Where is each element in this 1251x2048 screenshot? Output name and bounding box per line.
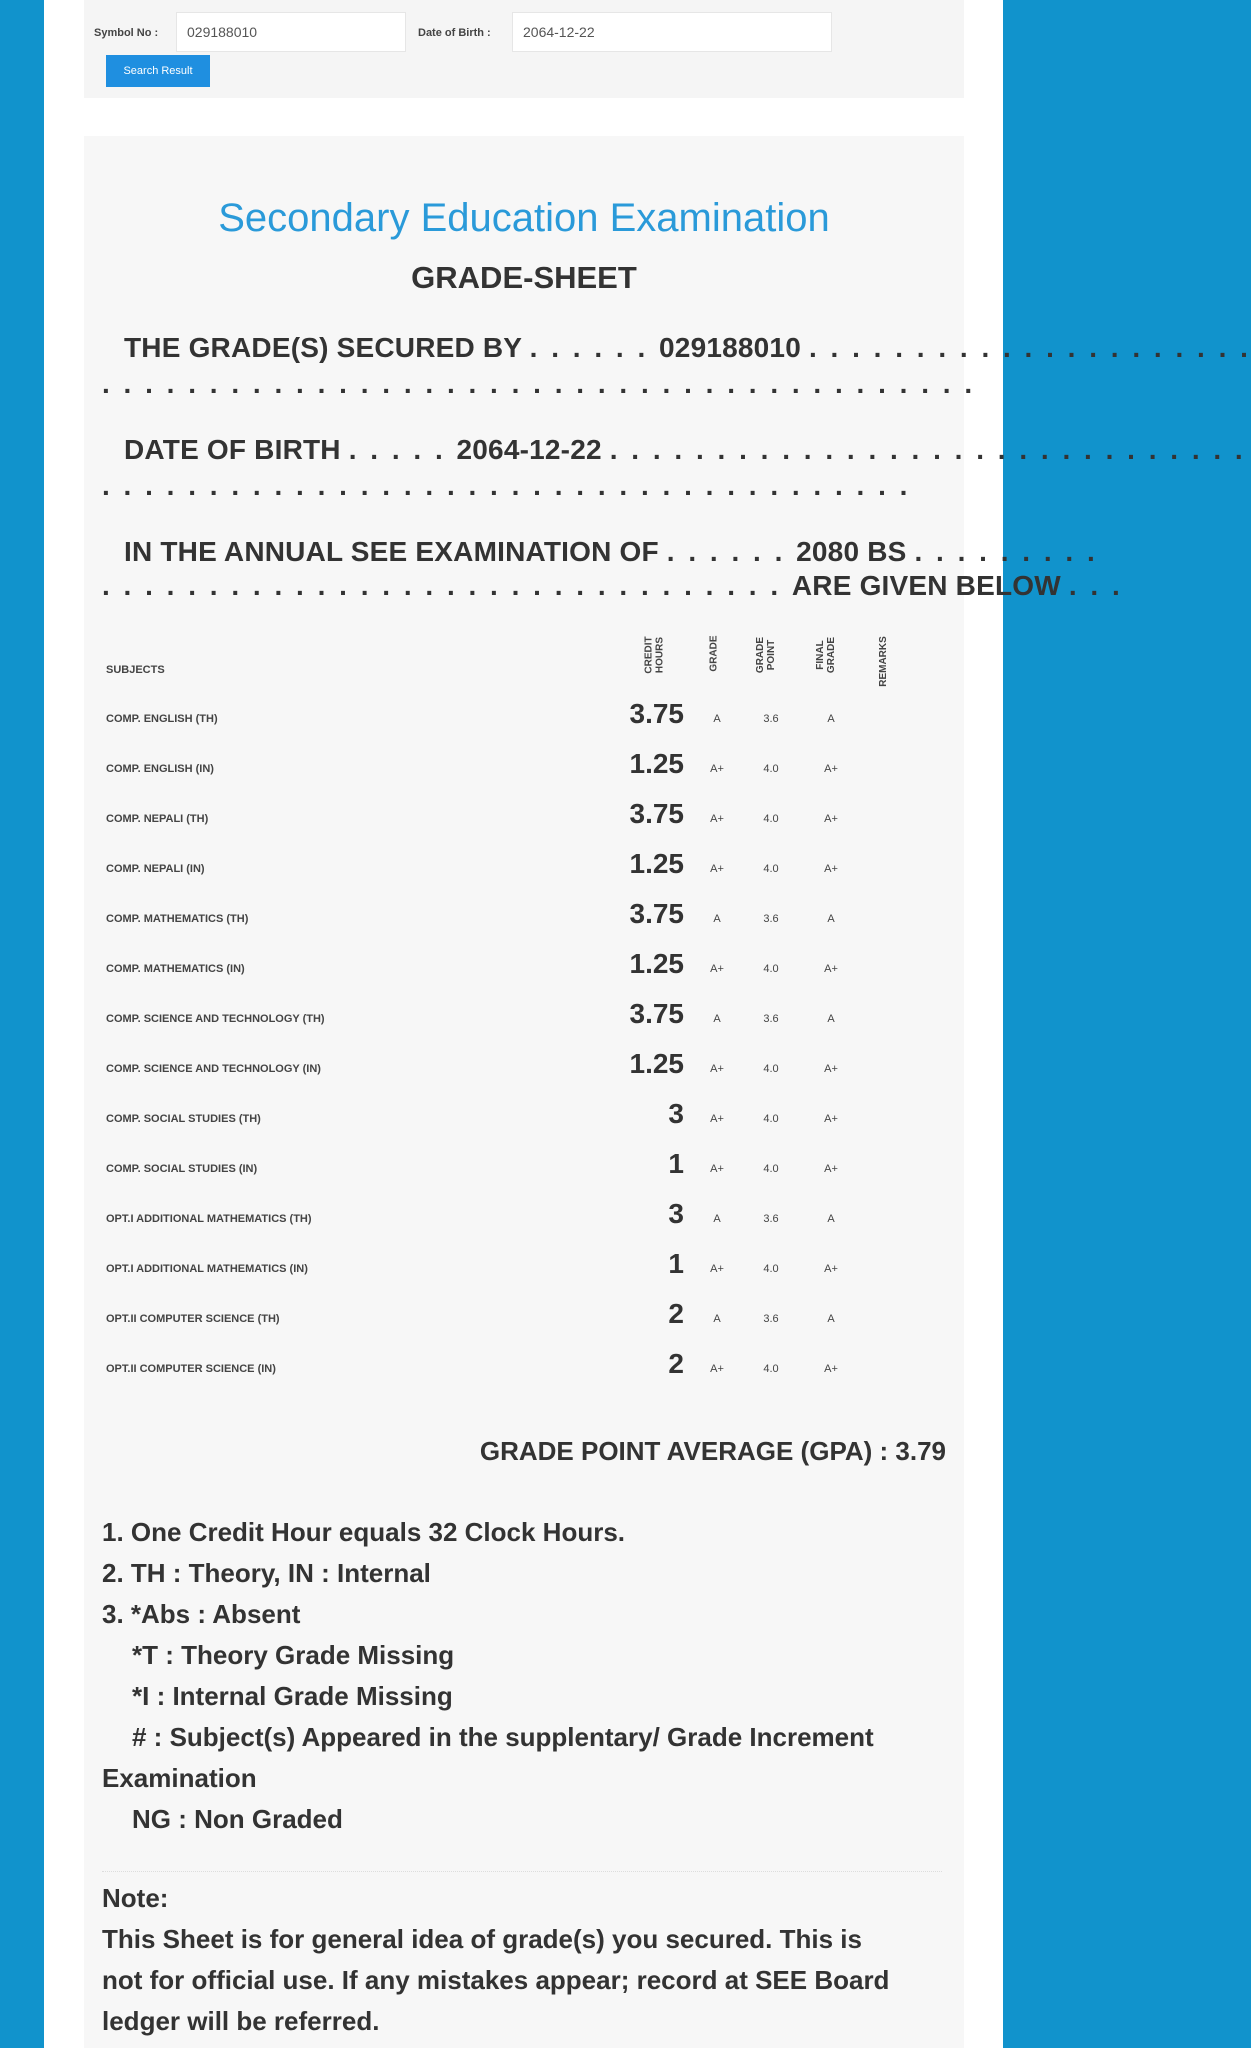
credit-hours-cell: 1.25: [629, 748, 684, 779]
grade-cell: A+: [710, 1263, 724, 1275]
subject-cell: OPT.II COMPUTER SCIENCE (TH): [106, 1313, 280, 1325]
table-row: [84, 946, 964, 996]
final-grade-cell: A+: [824, 1163, 838, 1175]
subject-cell: OPT.II COMPUTER SCIENCE (IN): [106, 1363, 276, 1375]
table-row: [84, 1096, 964, 1146]
final-grade-cell: A: [827, 1213, 835, 1225]
subject-cell: OPT.I ADDITIONAL MATHEMATICS (IN): [106, 1263, 308, 1275]
notes-list: [102, 1512, 962, 1840]
subject-cell: COMP. NEPALI (TH): [106, 813, 209, 825]
credit-hours-cell: 1.25: [629, 1048, 684, 1079]
credit-hours-cell: 3: [668, 1098, 684, 1129]
credit-hours-cell: 1.25: [629, 848, 684, 879]
subject-cell: COMP. ENGLISH (IN): [106, 763, 214, 775]
grade-point-cell: 4.0: [763, 1163, 779, 1175]
subject-cell: COMP. SOCIAL STUDIES (IN): [106, 1163, 258, 1175]
secured-by-value: 029188010: [659, 332, 801, 363]
grade-point-cell: 4.0: [763, 813, 779, 825]
note-item: # : Subject(s) Appeared in the supplentary/ Grade Increment: [132, 1722, 874, 1752]
grade-point-cell: 3.6: [763, 913, 779, 925]
grade-cell: A+: [710, 813, 724, 825]
grade-cell: A: [713, 1213, 721, 1225]
final-grade-cell: A: [827, 913, 835, 925]
grade-cell: A: [713, 1313, 721, 1325]
gpa: GRADE POINT AVERAGE (GPA) : 3.79: [479, 1436, 946, 1466]
note-heading: Note:: [102, 1883, 169, 1913]
page: [44, 0, 1251, 2048]
header-final-grade: FINAL GRADE: [815, 636, 838, 674]
exam-of-label: IN THE ANNUAL SEE EXAMINATION OF: [124, 536, 659, 567]
grade-cell: A+: [710, 763, 724, 775]
sheet-title: GRADE-SHEET: [411, 260, 637, 295]
secured-by-line: THE GRADE(S) SECURED BY . . . . . . 029188010 . . . . . . . . . . . . . . . . . . . . .: [124, 332, 1251, 363]
dob-input[interactable]: 2064-12-22: [512, 12, 832, 52]
table-row: [84, 1346, 964, 1396]
subject-cell: COMP. SCIENCE AND TECHNOLOGY (TH): [106, 1013, 325, 1025]
header-credit-hours: CREDIT HOURS: [643, 636, 666, 674]
symbol-no-label: Symbol No :: [94, 27, 159, 39]
subject-cell: COMP. SCIENCE AND TECHNOLOGY (IN): [106, 1063, 321, 1075]
credit-hours-cell: 2: [668, 1298, 684, 1329]
grade-point-cell: 3.6: [763, 1213, 779, 1225]
subject-cell: COMP. NEPALI (IN): [106, 863, 205, 875]
final-grade-cell: A+: [824, 963, 838, 975]
grade-point-cell: 4.0: [763, 1063, 779, 1075]
subject-cell: OPT.I ADDITIONAL MATHEMATICS (TH): [106, 1213, 312, 1225]
table-row: [84, 746, 964, 796]
subject-cell: COMP. MATHEMATICS (IN): [106, 963, 245, 975]
credit-hours-cell: 3.75: [629, 798, 684, 829]
note-line: not for official use. If any mistakes appear; record at SEE Board: [102, 1965, 890, 1995]
subject-cell: COMP. SOCIAL STUDIES (TH): [106, 1113, 261, 1125]
credit-hours-cell: 2: [668, 1348, 684, 1379]
dob-line: DATE OF BIRTH . . . . . 2064-12-22 . . . . . . . . . . . . . . . . . . . . . . . . . . . . . .: [124, 434, 1246, 465]
credit-hours-cell: 3.75: [629, 698, 684, 729]
dotted-line: . . . . . . . . . . . . . . . . . . . . . . . . . . . . . . . . . . . . . . . . .: [102, 368, 976, 399]
divider: [102, 1871, 942, 1872]
grade-point-cell: 4.0: [763, 963, 779, 975]
grade-cell: A+: [710, 863, 724, 875]
grade-cell: A+: [710, 963, 724, 975]
dob-label: Date of Birth :: [418, 27, 491, 39]
grade-cell: A: [713, 713, 721, 725]
credit-hours-cell: 1.25: [629, 948, 684, 979]
search-result-button[interactable]: Search Result: [106, 55, 210, 87]
symbol-no-input[interactable]: 029188010: [176, 12, 406, 52]
header-subjects: SUBJECTS: [106, 664, 165, 676]
final-grade-cell: A+: [824, 1263, 838, 1275]
grade-point-cell: 4.0: [763, 863, 779, 875]
table-row: [84, 1046, 964, 1096]
dotted-line: . . . . . . . . . . . . . . . . . . . . . . . . . . . . . . . . . . . . . .: [102, 470, 911, 501]
note-line: This Sheet is for general idea of grade(s) you secured. This is: [102, 1924, 862, 1954]
given-below: ARE GIVEN BELOW: [791, 570, 1061, 601]
final-grade-cell: A: [827, 1313, 835, 1325]
final-grade-cell: A: [827, 713, 835, 725]
grade-cell: A+: [710, 1063, 724, 1075]
grade-point-cell: 4.0: [763, 1113, 779, 1125]
grade-point-cell: 3.6: [763, 713, 779, 725]
note-item: NG : Non Graded: [132, 1804, 343, 1834]
table-row: [84, 996, 964, 1046]
note-item: 3. *Abs : Absent: [102, 1599, 301, 1629]
final-grade-cell: A+: [824, 863, 838, 875]
exam-title: Secondary Education Examination: [218, 196, 830, 240]
credit-hours-cell: 3: [668, 1198, 684, 1229]
table-row: [84, 1246, 964, 1296]
header-grade-point: GRADE POINT: [755, 636, 778, 674]
final-grade-cell: A: [827, 1013, 835, 1025]
grade-cell: A+: [710, 1163, 724, 1175]
grade-point-cell: 4.0: [763, 763, 779, 775]
final-grade-cell: A+: [824, 1063, 838, 1075]
final-grade-cell: A+: [824, 1113, 838, 1125]
header-remarks: REMARKS: [877, 636, 889, 687]
grade-cell: A+: [710, 1363, 724, 1375]
grade-cell: A: [713, 1013, 721, 1025]
final-grade-cell: A+: [824, 813, 838, 825]
header-grade: GRADE: [708, 635, 720, 672]
table-row: [84, 1196, 964, 1246]
table-row: [84, 896, 964, 946]
note-item: *I : Internal Grade Missing: [132, 1681, 453, 1711]
table-row: [84, 846, 964, 896]
table-row: [84, 1146, 964, 1196]
grade-point-cell: 4.0: [763, 1263, 779, 1275]
dob-line-label: DATE OF BIRTH: [124, 434, 341, 465]
exam-year: 2080 BS: [796, 536, 907, 567]
exam-of-line: IN THE ANNUAL SEE EXAMINATION OF . . . . . . 2080 BS . . . . . . . . .: [124, 536, 1098, 567]
final-grade-cell: A+: [824, 763, 838, 775]
table-row: [84, 1296, 964, 1346]
grade-point-cell: 4.0: [763, 1363, 779, 1375]
note-item: 2. TH : Theory, IN : Internal: [102, 1558, 431, 1588]
final-grade-cell: A+: [824, 1363, 838, 1375]
grade-sheet: [84, 136, 1251, 2048]
given-below-line: . . . . . . . . . . . . . . . . . . . . . . . . . . . . . . . . ARE GIVEN BELOW . . .: [102, 570, 1123, 601]
grade-point-cell: 3.6: [763, 1313, 779, 1325]
subject-cell: COMP. ENGLISH (TH): [106, 713, 218, 725]
secured-by-label: THE GRADE(S) SECURED BY: [124, 332, 522, 363]
credit-hours-cell: 3.75: [629, 898, 684, 929]
note-item: *T : Theory Grade Missing: [132, 1640, 455, 1670]
note-item: Examination: [102, 1763, 257, 1793]
search-form: [84, 0, 964, 98]
credit-hours-cell: 1: [668, 1148, 684, 1179]
grade-cell: A: [713, 913, 721, 925]
grade-cell: A+: [710, 1113, 724, 1125]
table-row: [84, 696, 964, 746]
subject-cell: COMP. MATHEMATICS (TH): [106, 913, 249, 925]
disclaimer-note: [102, 1878, 962, 2042]
credit-hours-cell: 1: [668, 1248, 684, 1279]
dob-line-value: 2064-12-22: [456, 434, 602, 465]
note-item: 1. One Credit Hour equals 32 Clock Hours.: [102, 1517, 626, 1547]
grade-point-cell: 3.6: [763, 1013, 779, 1025]
table-row: [84, 796, 964, 846]
credit-hours-cell: 3.75: [629, 998, 684, 1029]
note-line: ledger will be referred.: [102, 2006, 380, 2036]
